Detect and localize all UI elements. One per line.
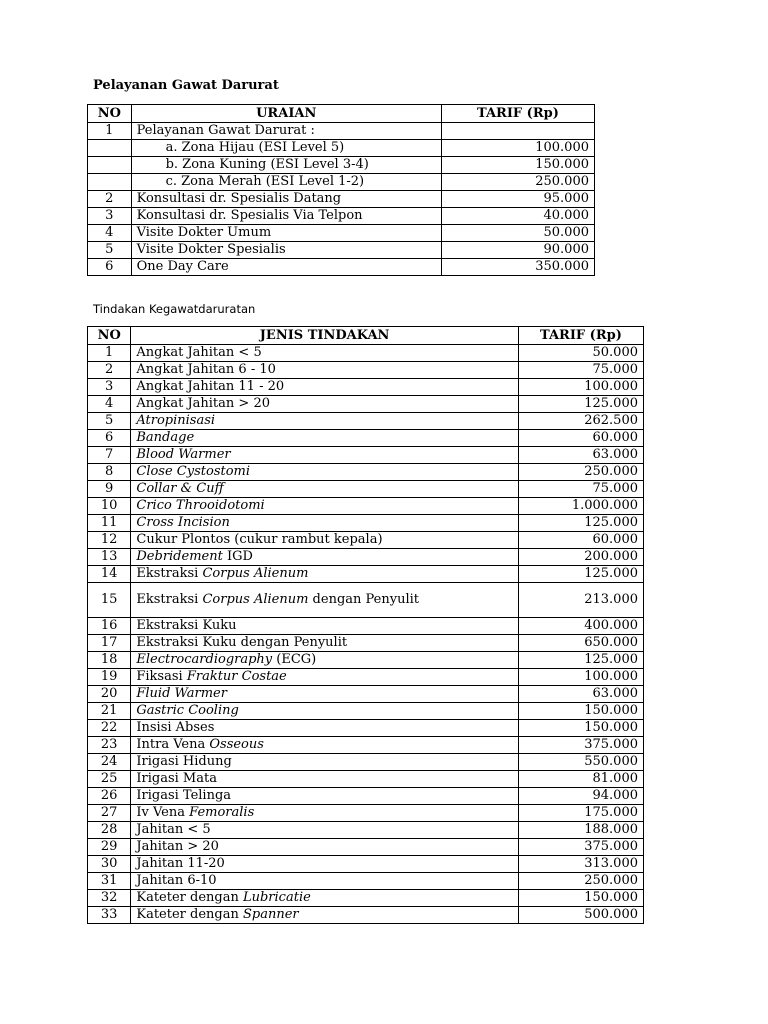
table-row <box>88 686 644 703</box>
table-row <box>88 157 595 174</box>
row-number: 4 <box>88 225 132 242</box>
row-tarif: 250.000 <box>441 174 594 191</box>
table-row <box>88 805 644 822</box>
table-row <box>88 583 644 618</box>
row-tarif: 200.000 <box>518 549 643 566</box>
description-text: Iv Vena <box>136 805 190 820</box>
row-description: c. Zona Merah (ESI Level 1-2) <box>131 174 441 191</box>
row-tarif: 650.000 <box>518 635 643 652</box>
row-number: 3 <box>88 379 131 396</box>
row-number: 21 <box>88 703 131 720</box>
row-tarif: 60.000 <box>518 532 643 549</box>
row-tarif: 350.000 <box>441 259 594 276</box>
row-number: 4 <box>88 396 131 413</box>
section2-title: Tindakan Kegawatdaruratan <box>93 302 256 316</box>
row-tarif: 313.000 <box>518 856 643 873</box>
row-tarif: 75.000 <box>518 362 643 379</box>
table-header-row <box>88 327 644 345</box>
row-description <box>131 720 518 737</box>
row-number: 15 <box>88 583 131 618</box>
row-tarif: 125.000 <box>518 396 643 413</box>
description-text: Osseous <box>209 737 264 752</box>
description-text: Debridement <box>136 549 223 564</box>
row-tarif: 100.000 <box>518 379 643 396</box>
row-number <box>88 157 132 174</box>
row-description <box>131 856 518 873</box>
description-text: Jahitan > 20 <box>136 839 219 854</box>
table-row <box>88 242 595 259</box>
row-description <box>131 703 518 720</box>
row-number: 14 <box>88 566 131 583</box>
description-text: Electrocardiography <box>136 652 273 667</box>
row-tarif: 150.000 <box>518 890 643 907</box>
table-row <box>88 635 644 652</box>
row-number: 31 <box>88 873 131 890</box>
emergency-service-rows <box>88 123 595 276</box>
description-text: dengan Penyulit <box>308 592 420 607</box>
row-number: 10 <box>88 498 131 515</box>
description-text: Close Cystostomi <box>136 464 251 479</box>
col-header-tarif: TARIF (Rp) <box>518 327 643 345</box>
description-text: Fluid Warmer <box>136 686 227 701</box>
row-description <box>131 669 518 686</box>
row-description: Konsultasi dr. Spesialis Datang <box>131 191 441 208</box>
table-row <box>88 771 644 788</box>
row-number: 22 <box>88 720 131 737</box>
col-header-uraian: URAIAN <box>131 105 441 123</box>
table-row <box>88 703 644 720</box>
row-number: 1 <box>88 123 132 140</box>
description-text: Jahitan < 5 <box>136 822 211 837</box>
row-number <box>88 174 132 191</box>
row-number: 7 <box>88 447 131 464</box>
table-row <box>88 754 644 771</box>
row-description <box>131 907 518 924</box>
row-description <box>131 771 518 788</box>
row-tarif: 40.000 <box>441 208 594 225</box>
description-text: Ekstraksi Kuku <box>136 618 237 633</box>
row-number: 27 <box>88 805 131 822</box>
table-row <box>88 549 644 566</box>
table-row <box>88 737 644 754</box>
row-description <box>131 583 518 618</box>
table-row <box>88 856 644 873</box>
row-number: 26 <box>88 788 131 805</box>
row-number: 8 <box>88 464 131 481</box>
row-number: 28 <box>88 822 131 839</box>
table-row <box>88 822 644 839</box>
description-text: Angkat Jahitan < 5 <box>136 345 262 360</box>
description-text: Angkat Jahitan > 20 <box>136 396 270 411</box>
description-text: Kateter dengan <box>136 890 243 905</box>
row-number: 23 <box>88 737 131 754</box>
table-row <box>88 362 644 379</box>
row-tarif <box>441 123 594 140</box>
row-tarif: 150.000 <box>518 720 643 737</box>
description-text: Bandage <box>136 430 195 445</box>
table-row <box>88 123 595 140</box>
row-description <box>131 686 518 703</box>
table-row <box>88 890 644 907</box>
row-description <box>131 430 518 447</box>
row-description <box>131 890 518 907</box>
row-description <box>131 532 518 549</box>
row-number: 12 <box>88 532 131 549</box>
table-row <box>88 396 644 413</box>
row-description <box>131 379 518 396</box>
row-number: 5 <box>88 242 132 259</box>
col-header-no: NO <box>88 327 131 345</box>
row-tarif: 500.000 <box>518 907 643 924</box>
row-number: 2 <box>88 191 132 208</box>
description-text: Angkat Jahitan 6 - 10 <box>136 362 276 377</box>
description-text: (ECG) <box>272 652 317 667</box>
row-description <box>131 754 518 771</box>
row-number: 17 <box>88 635 131 652</box>
description-text: Angkat Jahitan 11 - 20 <box>136 379 285 394</box>
row-number: 5 <box>88 413 131 430</box>
row-number: 18 <box>88 652 131 669</box>
table-row <box>88 208 595 225</box>
description-text: Ekstraksi Kuku dengan Penyulit <box>136 635 348 650</box>
table-row <box>88 720 644 737</box>
row-description <box>131 549 518 566</box>
row-number: 3 <box>88 208 132 225</box>
description-text: Corpus Alienum <box>202 566 309 581</box>
description-text: Spanner <box>242 907 299 922</box>
table-row <box>88 430 644 447</box>
row-number: 20 <box>88 686 131 703</box>
row-description: One Day Care <box>131 259 441 276</box>
emergency-procedure-rows <box>88 345 644 924</box>
row-description <box>131 822 518 839</box>
table-row <box>88 907 644 924</box>
row-description <box>131 498 518 515</box>
row-number: 24 <box>88 754 131 771</box>
table-row <box>88 379 644 396</box>
description-text: Femoralis <box>189 805 255 820</box>
row-description <box>131 447 518 464</box>
row-description <box>131 362 518 379</box>
row-number: 2 <box>88 362 131 379</box>
row-number: 33 <box>88 907 131 924</box>
description-text: Fraktur Costae <box>186 669 287 684</box>
description-text: Kateter dengan <box>136 907 243 922</box>
table-row <box>88 259 595 276</box>
table-row <box>88 873 644 890</box>
row-tarif: 63.000 <box>518 686 643 703</box>
row-number: 6 <box>88 430 131 447</box>
row-number: 6 <box>88 259 132 276</box>
row-tarif: 400.000 <box>518 618 643 635</box>
description-text: Atropinisasi <box>136 413 216 428</box>
row-description: Konsultasi dr. Spesialis Via Telpon <box>131 208 441 225</box>
row-tarif: 150.000 <box>441 157 594 174</box>
col-header-jenis-tindakan: JENIS TINDAKAN <box>131 327 518 345</box>
row-description <box>131 873 518 890</box>
table-row <box>88 498 644 515</box>
row-tarif: 188.000 <box>518 822 643 839</box>
table-row <box>88 788 644 805</box>
description-text: Insisi Abses <box>136 720 215 735</box>
description-text: Jahitan 11-20 <box>136 856 225 871</box>
table-row <box>88 618 644 635</box>
col-header-no: NO <box>88 105 132 123</box>
table-row <box>88 225 595 242</box>
table-row <box>88 447 644 464</box>
description-text: Ekstraksi <box>136 566 203 581</box>
row-number: 13 <box>88 549 131 566</box>
description-text: Blood Warmer <box>136 447 231 462</box>
table-row <box>88 566 644 583</box>
row-tarif: 125.000 <box>518 652 643 669</box>
description-text: Irigasi Hidung <box>136 754 232 769</box>
row-tarif: 550.000 <box>518 754 643 771</box>
table-row <box>88 140 595 157</box>
row-tarif: 94.000 <box>518 788 643 805</box>
row-description: Visite Dokter Umum <box>131 225 441 242</box>
description-text: Crico Throoidotomi <box>136 498 265 513</box>
row-description: a. Zona Hijau (ESI Level 5) <box>131 140 441 157</box>
row-tarif: 100.000 <box>518 669 643 686</box>
row-number <box>88 140 132 157</box>
row-tarif: 250.000 <box>518 873 643 890</box>
description-text: Fiksasi <box>136 669 187 684</box>
row-description <box>131 737 518 754</box>
description-text: Gastric Cooling <box>136 703 239 718</box>
row-tarif: 1.000.000 <box>518 498 643 515</box>
table-row <box>88 464 644 481</box>
row-tarif: 250.000 <box>518 464 643 481</box>
row-description <box>131 515 518 532</box>
description-text: Intra Vena <box>136 737 210 752</box>
row-tarif: 50.000 <box>441 225 594 242</box>
description-text: Collar & Cuff <box>136 481 224 496</box>
description-text: Jahitan 6-10 <box>136 873 217 888</box>
row-number: 29 <box>88 839 131 856</box>
description-text: Corpus Alienum <box>202 592 309 607</box>
row-number: 25 <box>88 771 131 788</box>
row-tarif: 375.000 <box>518 839 643 856</box>
emergency-procedure-table <box>87 326 644 924</box>
table-row <box>88 532 644 549</box>
row-description <box>131 839 518 856</box>
row-description: Pelayanan Gawat Darurat : <box>131 123 441 140</box>
row-description: Visite Dokter Spesialis <box>131 242 441 259</box>
row-tarif: 150.000 <box>518 703 643 720</box>
row-tarif: 95.000 <box>441 191 594 208</box>
section1-title: Pelayanan Gawat Darurat <box>93 78 279 93</box>
table-row <box>88 669 644 686</box>
row-description: b. Zona Kuning (ESI Level 3-4) <box>131 157 441 174</box>
description-text: Lubricatie <box>242 890 311 905</box>
row-number: 9 <box>88 481 131 498</box>
table-row <box>88 345 644 362</box>
row-tarif: 100.000 <box>441 140 594 157</box>
row-description <box>131 481 518 498</box>
row-tarif: 175.000 <box>518 805 643 822</box>
table-header-row <box>88 105 595 123</box>
description-text: Irigasi Telinga <box>136 788 232 803</box>
description-text: Cukur Plontos (cukur rambut kepala) <box>136 532 383 547</box>
row-tarif: 262.500 <box>518 413 643 430</box>
row-tarif: 75.000 <box>518 481 643 498</box>
table-row <box>88 413 644 430</box>
table-row <box>88 515 644 532</box>
row-description <box>131 805 518 822</box>
row-tarif: 60.000 <box>518 430 643 447</box>
row-tarif: 63.000 <box>518 447 643 464</box>
row-number: 11 <box>88 515 131 532</box>
row-number: 16 <box>88 618 131 635</box>
row-tarif: 90.000 <box>441 242 594 259</box>
table-row <box>88 174 595 191</box>
row-description <box>131 396 518 413</box>
table-row <box>88 839 644 856</box>
row-description <box>131 652 518 669</box>
description-text: Irigasi Mata <box>136 771 217 786</box>
row-number: 19 <box>88 669 131 686</box>
table-row <box>88 652 644 669</box>
row-tarif: 50.000 <box>518 345 643 362</box>
description-text: Cross Incision <box>136 515 230 530</box>
row-tarif: 125.000 <box>518 566 643 583</box>
description-text: IGD <box>222 549 253 564</box>
row-tarif: 213.000 <box>518 583 643 618</box>
row-tarif: 81.000 <box>518 771 643 788</box>
row-description <box>131 635 518 652</box>
row-description <box>131 566 518 583</box>
row-description <box>131 413 518 430</box>
row-number: 30 <box>88 856 131 873</box>
emergency-service-table <box>87 104 595 276</box>
row-description <box>131 345 518 362</box>
col-header-tarif: TARIF (Rp) <box>441 105 594 123</box>
table-row <box>88 481 644 498</box>
row-description <box>131 788 518 805</box>
row-tarif: 375.000 <box>518 737 643 754</box>
row-description <box>131 618 518 635</box>
row-number: 32 <box>88 890 131 907</box>
row-description <box>131 464 518 481</box>
description-text: Ekstraksi <box>136 592 203 607</box>
row-number: 1 <box>88 345 131 362</box>
table-row <box>88 191 595 208</box>
row-tarif: 125.000 <box>518 515 643 532</box>
